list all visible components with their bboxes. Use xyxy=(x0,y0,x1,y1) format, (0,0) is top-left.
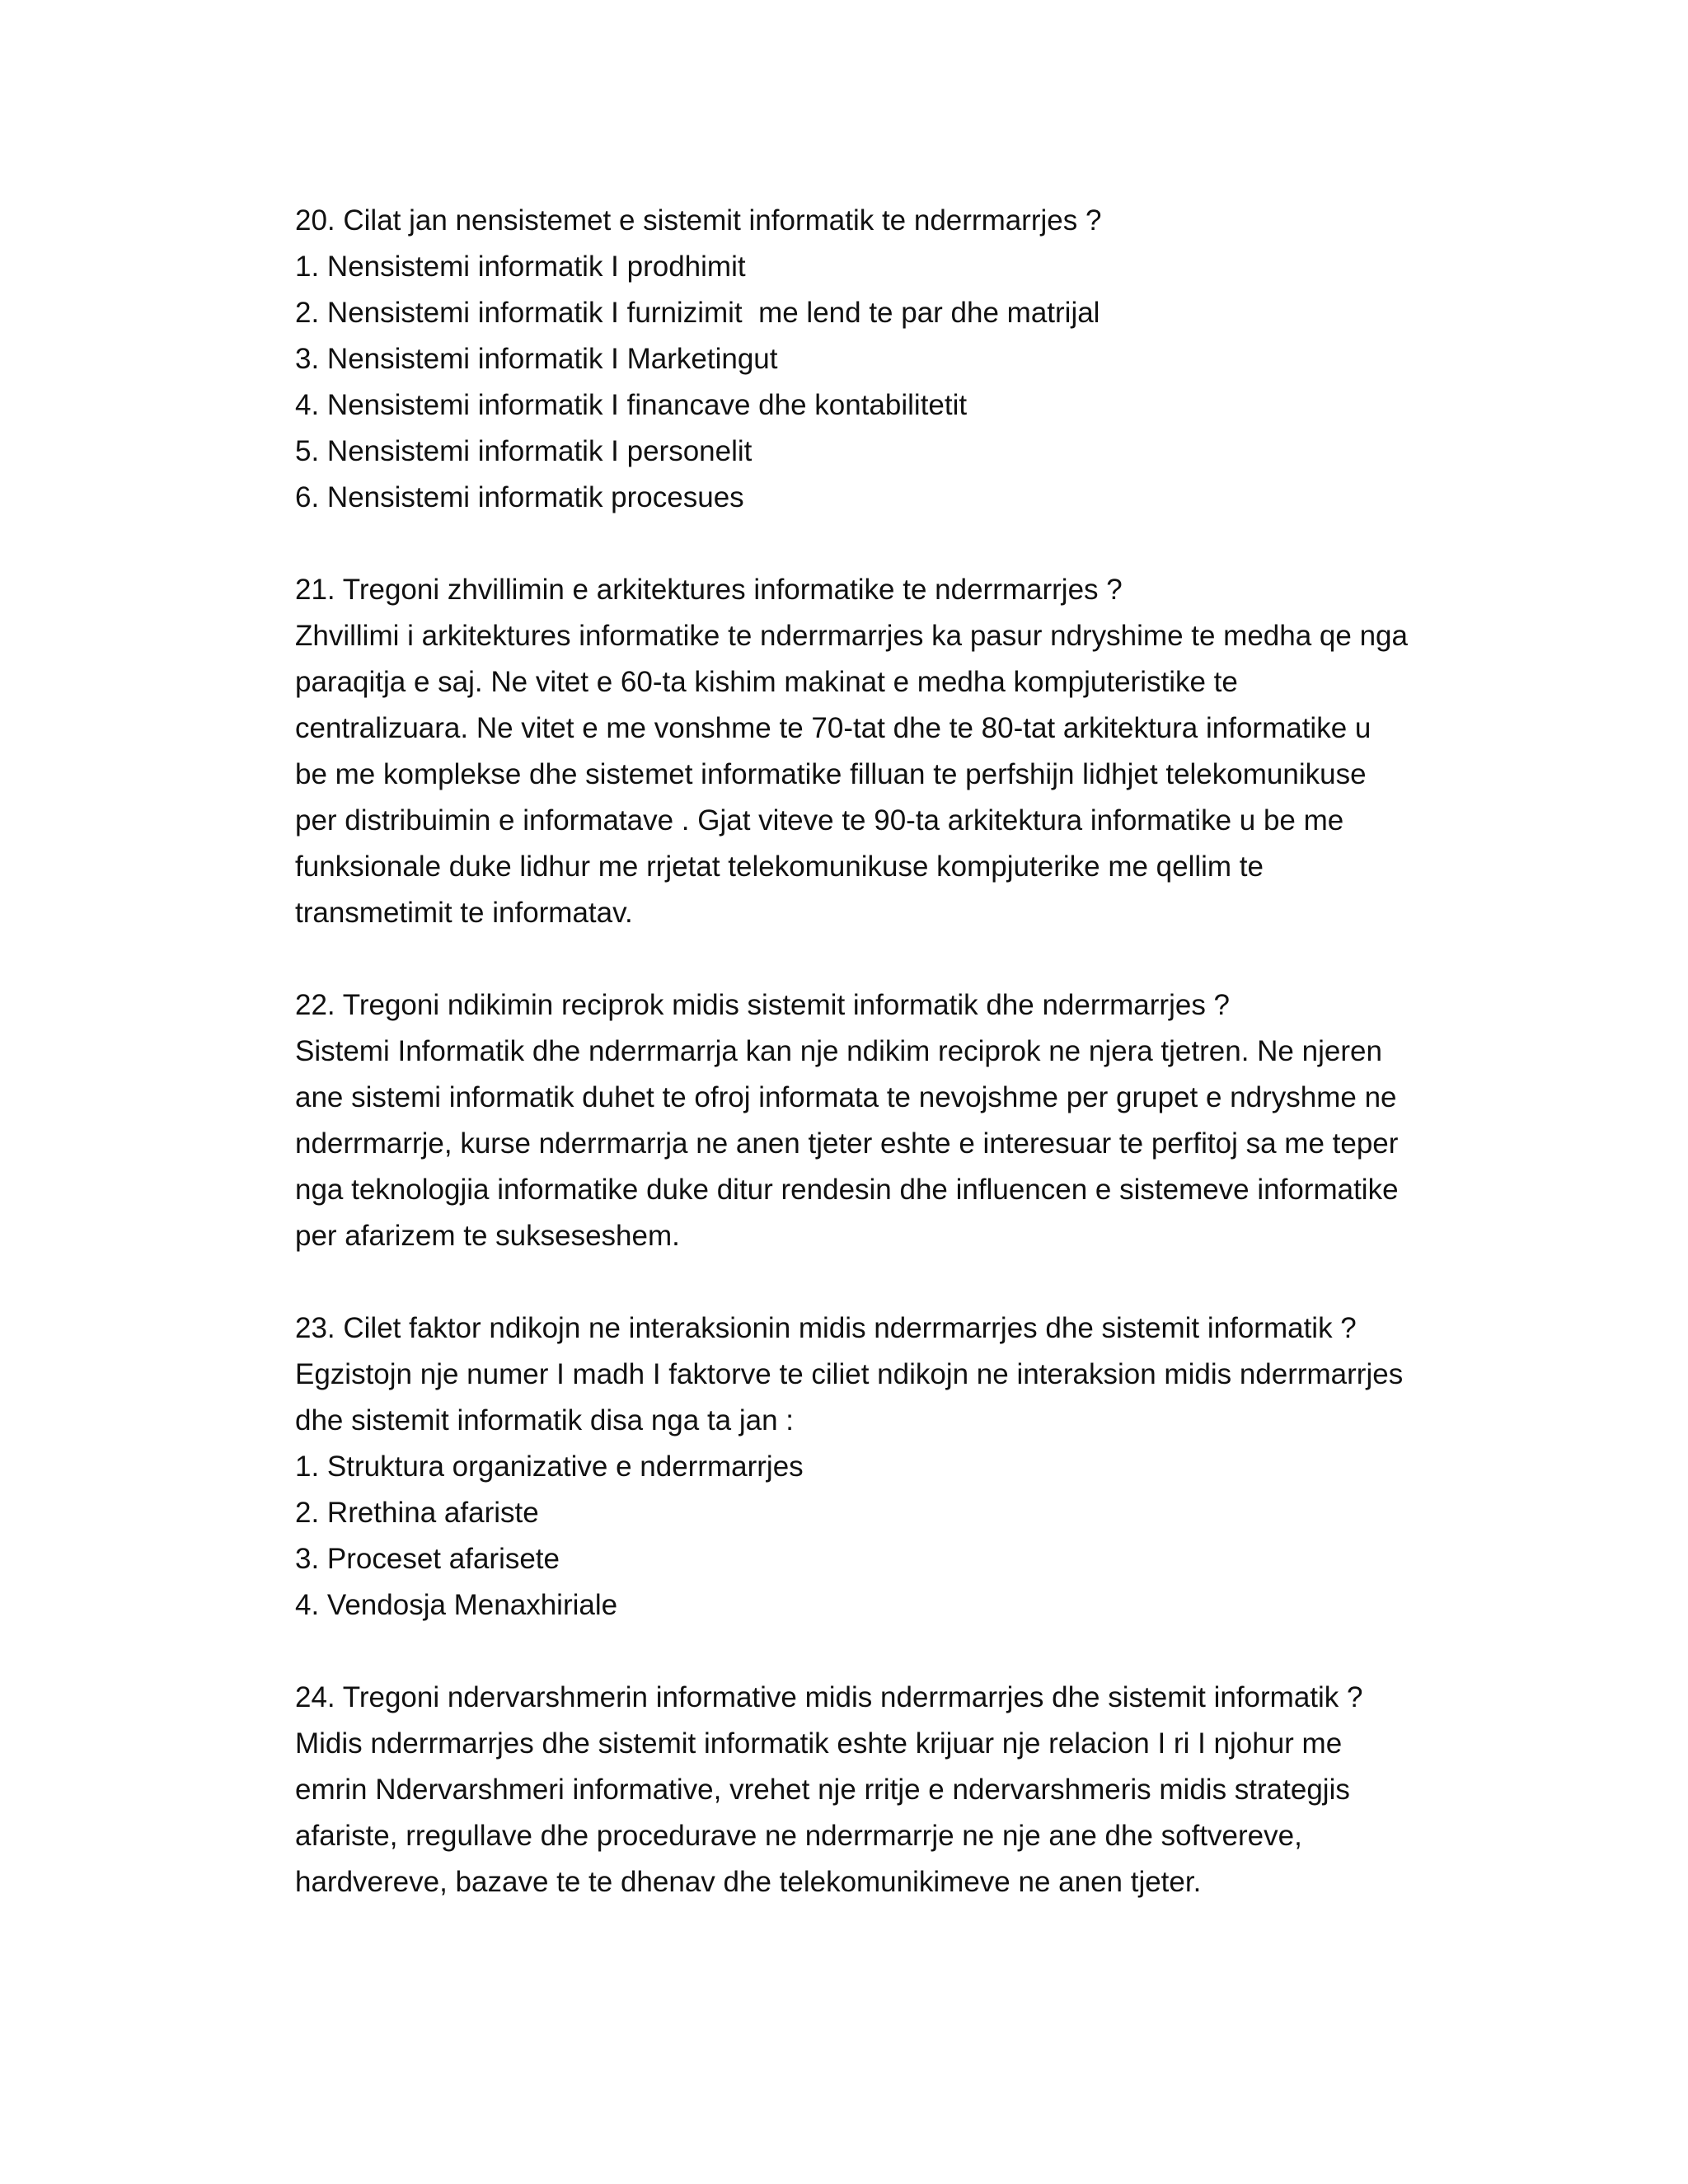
list-item: 1. Struktura organizative e nderrmarrjes xyxy=(295,1451,804,1483)
question-20-heading: 20. Cilat jan nensistemet e sistemit informatik te nderrmarrjes ? xyxy=(295,204,1102,237)
answer-line: nga teknologjia informatike duke ditur rendesin dhe influencen e sistemeve informatike xyxy=(295,1174,1399,1206)
paragraph-gap xyxy=(295,521,1482,567)
answer-line: paraqitja e saj. Ne vitet e 60-ta kishim makinat e medha kompjuteristike te xyxy=(295,666,1238,698)
answer-line: hardvereve, bazave te te dhenav dhe telekomunikimeve ne anen tjeter. xyxy=(295,1866,1202,1898)
answer-line: Zhvillimi i arkitektures informatike te nderrmarrjes ka pasur ndryshime te medha qe nga xyxy=(295,620,1408,652)
list-item: 1. Nensistemi informatik I prodhimit xyxy=(295,251,746,283)
list-item: 2. Nensistemi informatik I furnizimit me lend te par dhe matrijal xyxy=(295,297,1100,329)
answer-line: nderrmarrje, kurse nderrmarrja ne anen tjeter eshte e interesuar te perfitoj sa me teper xyxy=(295,1127,1399,1160)
list-item: 4. Vendosja Menaxhiriale xyxy=(295,1589,618,1621)
list-item: 6. Nensistemi informatik procesues xyxy=(295,481,744,513)
question-23-section xyxy=(295,1305,1482,1629)
answer-line: ane sistemi informatik duhet te ofroj informata te nevojshme per grupet e ndryshme ne xyxy=(295,1081,1397,1113)
list-item: 2. Rrethina afariste xyxy=(295,1497,539,1529)
question-21-heading: 21. Tregoni zhvillimin e arkitektures informatike te nderrmarrjes ? xyxy=(295,574,1123,606)
question-22-section xyxy=(295,982,1482,1259)
question-22-heading: 22. Tregoni ndikimin reciprok midis sistemit informatik dhe nderrmarrjes ? xyxy=(295,989,1231,1021)
answer-line: centralizuara. Ne vitet e me vonshme te 70-tat dhe te 80-tat arkitektura informatike u xyxy=(295,712,1372,744)
answer-line: per distribuimin e informatave . Gjat viteve te 90-ta arkitektura informatike u be me xyxy=(295,804,1344,837)
answer-line: per afarizem te sukseseshem. xyxy=(295,1220,680,1252)
answer-line: Midis nderrmarrjes dhe sistemit informatik eshte krijuar nje relacion I ri I njohur me xyxy=(295,1727,1343,1760)
answer-line: afariste, rregullave dhe procedurave ne nderrmarrje ne nje ane dhe softvereve, xyxy=(295,1820,1302,1852)
list-item: 4. Nensistemi informatik I financave dhe kontabilitetit xyxy=(295,389,968,421)
paragraph-gap xyxy=(295,936,1482,982)
question-24-section xyxy=(295,1675,1482,1905)
list-item: 3. Proceset afarisete xyxy=(295,1543,560,1575)
list-item: 5. Nensistemi informatik I personelit xyxy=(295,435,753,467)
answer-line: Sistemi Informatik dhe nderrmarrja kan nje ndikim reciprok ne njera tjetren. Ne njeren xyxy=(295,1035,1382,1067)
answer-line: be me komplekse dhe sistemet informatike filluan te perfshijn lidhjet telekomunikuse xyxy=(295,758,1367,790)
question-24-heading: 24. Tregoni ndervarshmerin informative midis nderrmarrjes dhe sistemit informatik ? xyxy=(295,1681,1363,1713)
answer-line: funksionale duke lidhur me rrjetat telekomunikuse kompjuterike me qellim te xyxy=(295,851,1264,883)
question-23-heading: 23. Cilet faktor ndikojn ne interaksionin midis nderrmarrjes dhe sistemit informatik ? xyxy=(295,1312,1357,1344)
list-item: 3. Nensistemi informatik I Marketingut xyxy=(295,343,778,375)
answer-line: transmetimit te informatav. xyxy=(295,897,633,929)
paragraph-gap xyxy=(295,1629,1482,1675)
answer-line: Egzistojn nje numer I madh I faktorve te ciliet ndikojn ne interaksion midis nderrmarrjes xyxy=(295,1358,1404,1390)
document-page xyxy=(295,198,1482,1905)
paragraph-gap xyxy=(295,1259,1482,1305)
answer-line: emrin Ndervarshmeri informative, vrehet nje rritje e ndervarshmeris midis strategjis xyxy=(295,1774,1350,1806)
question-20-section xyxy=(295,198,1482,521)
question-21-section xyxy=(295,567,1482,936)
answer-line: dhe sistemit informatik disa nga ta jan : xyxy=(295,1404,795,1436)
